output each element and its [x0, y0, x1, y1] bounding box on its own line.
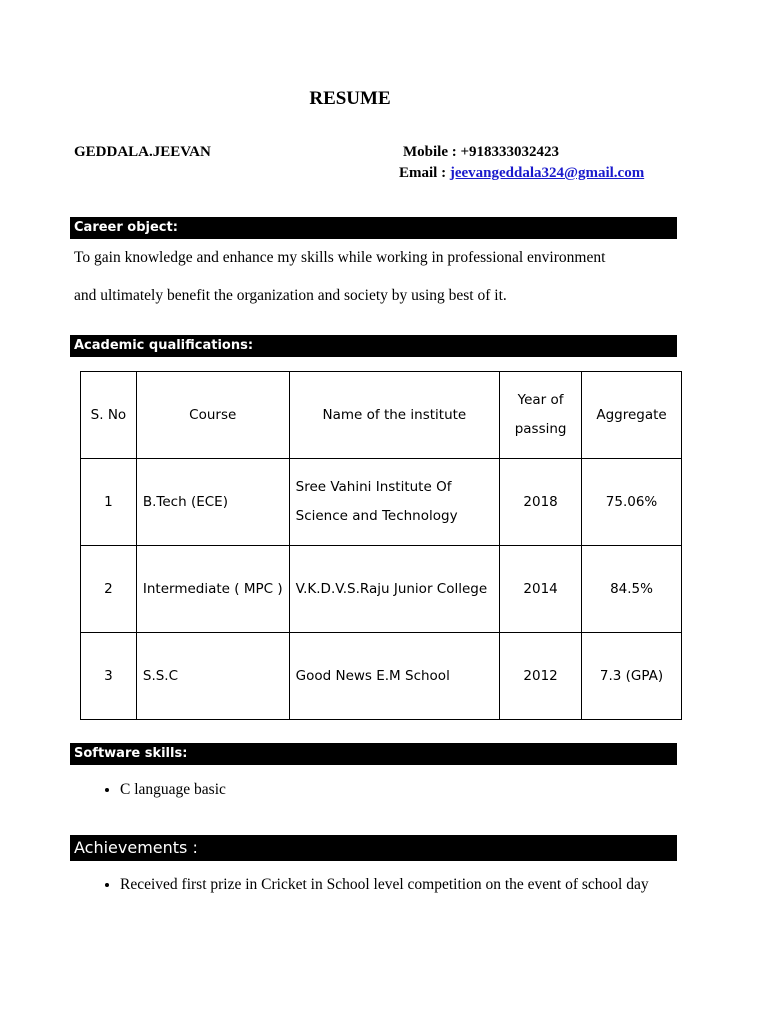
- cell-institute: Sree Vahini Institute Of Science and Technology: [289, 459, 500, 546]
- cell-aggregate: 7.3 (GPA): [582, 633, 682, 720]
- career-object-line-2: and ultimately benefit the organization and society by using best of it.: [74, 287, 507, 304]
- cell-institute: Good News E.M School: [289, 633, 500, 720]
- table-row: [81, 459, 682, 546]
- column-header: S. No: [81, 372, 137, 459]
- column-header: Year of passing: [500, 372, 582, 459]
- cell-year: 2014: [500, 546, 582, 633]
- cell-year: 2012: [500, 633, 582, 720]
- cell-course: B.Tech (ECE): [136, 459, 289, 546]
- career-object-line-1: To gain knowledge and enhance my skills while working in professional environment: [74, 249, 606, 266]
- software-skills-list: [74, 776, 700, 803]
- mobile-number: +918333032423: [460, 144, 560, 160]
- mobile-line: [403, 144, 559, 161]
- achievements-list: [74, 871, 700, 898]
- cell-aggregate: 84.5%: [582, 546, 682, 633]
- cell-institute: V.K.D.V.S.Raju Junior College: [289, 546, 500, 633]
- mobile-label: Mobile :: [403, 144, 461, 160]
- cell-year: 2018: [500, 459, 582, 546]
- cell-sno: 1: [81, 459, 137, 546]
- cell-course: Intermediate ( MPC ): [136, 546, 289, 633]
- page-title: RESUME: [309, 88, 391, 109]
- list-item: • C language basic: [120, 776, 700, 803]
- email-link[interactable]: jeevangeddala324@gmail.com: [449, 165, 645, 181]
- cell-course: S.S.C: [136, 633, 289, 720]
- email-line: [399, 165, 644, 182]
- list-item: • Received first prize in Cricket in School level competition on the event of school day: [120, 871, 700, 898]
- table-header-row: [81, 372, 682, 459]
- candidate-name: GEDDALA.JEEVAN: [74, 144, 211, 160]
- software-skills-heading: Software skills:: [70, 743, 677, 765]
- cell-sno: 2: [81, 546, 137, 633]
- column-header: Course: [136, 372, 289, 459]
- table-row: [81, 633, 682, 720]
- email-label: Email :: [399, 165, 450, 181]
- academic-table: [80, 371, 682, 720]
- table-row: [81, 546, 682, 633]
- column-header: Name of the institute: [289, 372, 500, 459]
- cell-sno: 3: [81, 633, 137, 720]
- column-header: Aggregate: [582, 372, 682, 459]
- cell-aggregate: 75.06%: [582, 459, 682, 546]
- achievements-heading: Achievements :: [70, 835, 677, 861]
- career-object-heading: Career object:: [70, 217, 677, 239]
- academic-heading: Academic qualifications:: [70, 335, 677, 357]
